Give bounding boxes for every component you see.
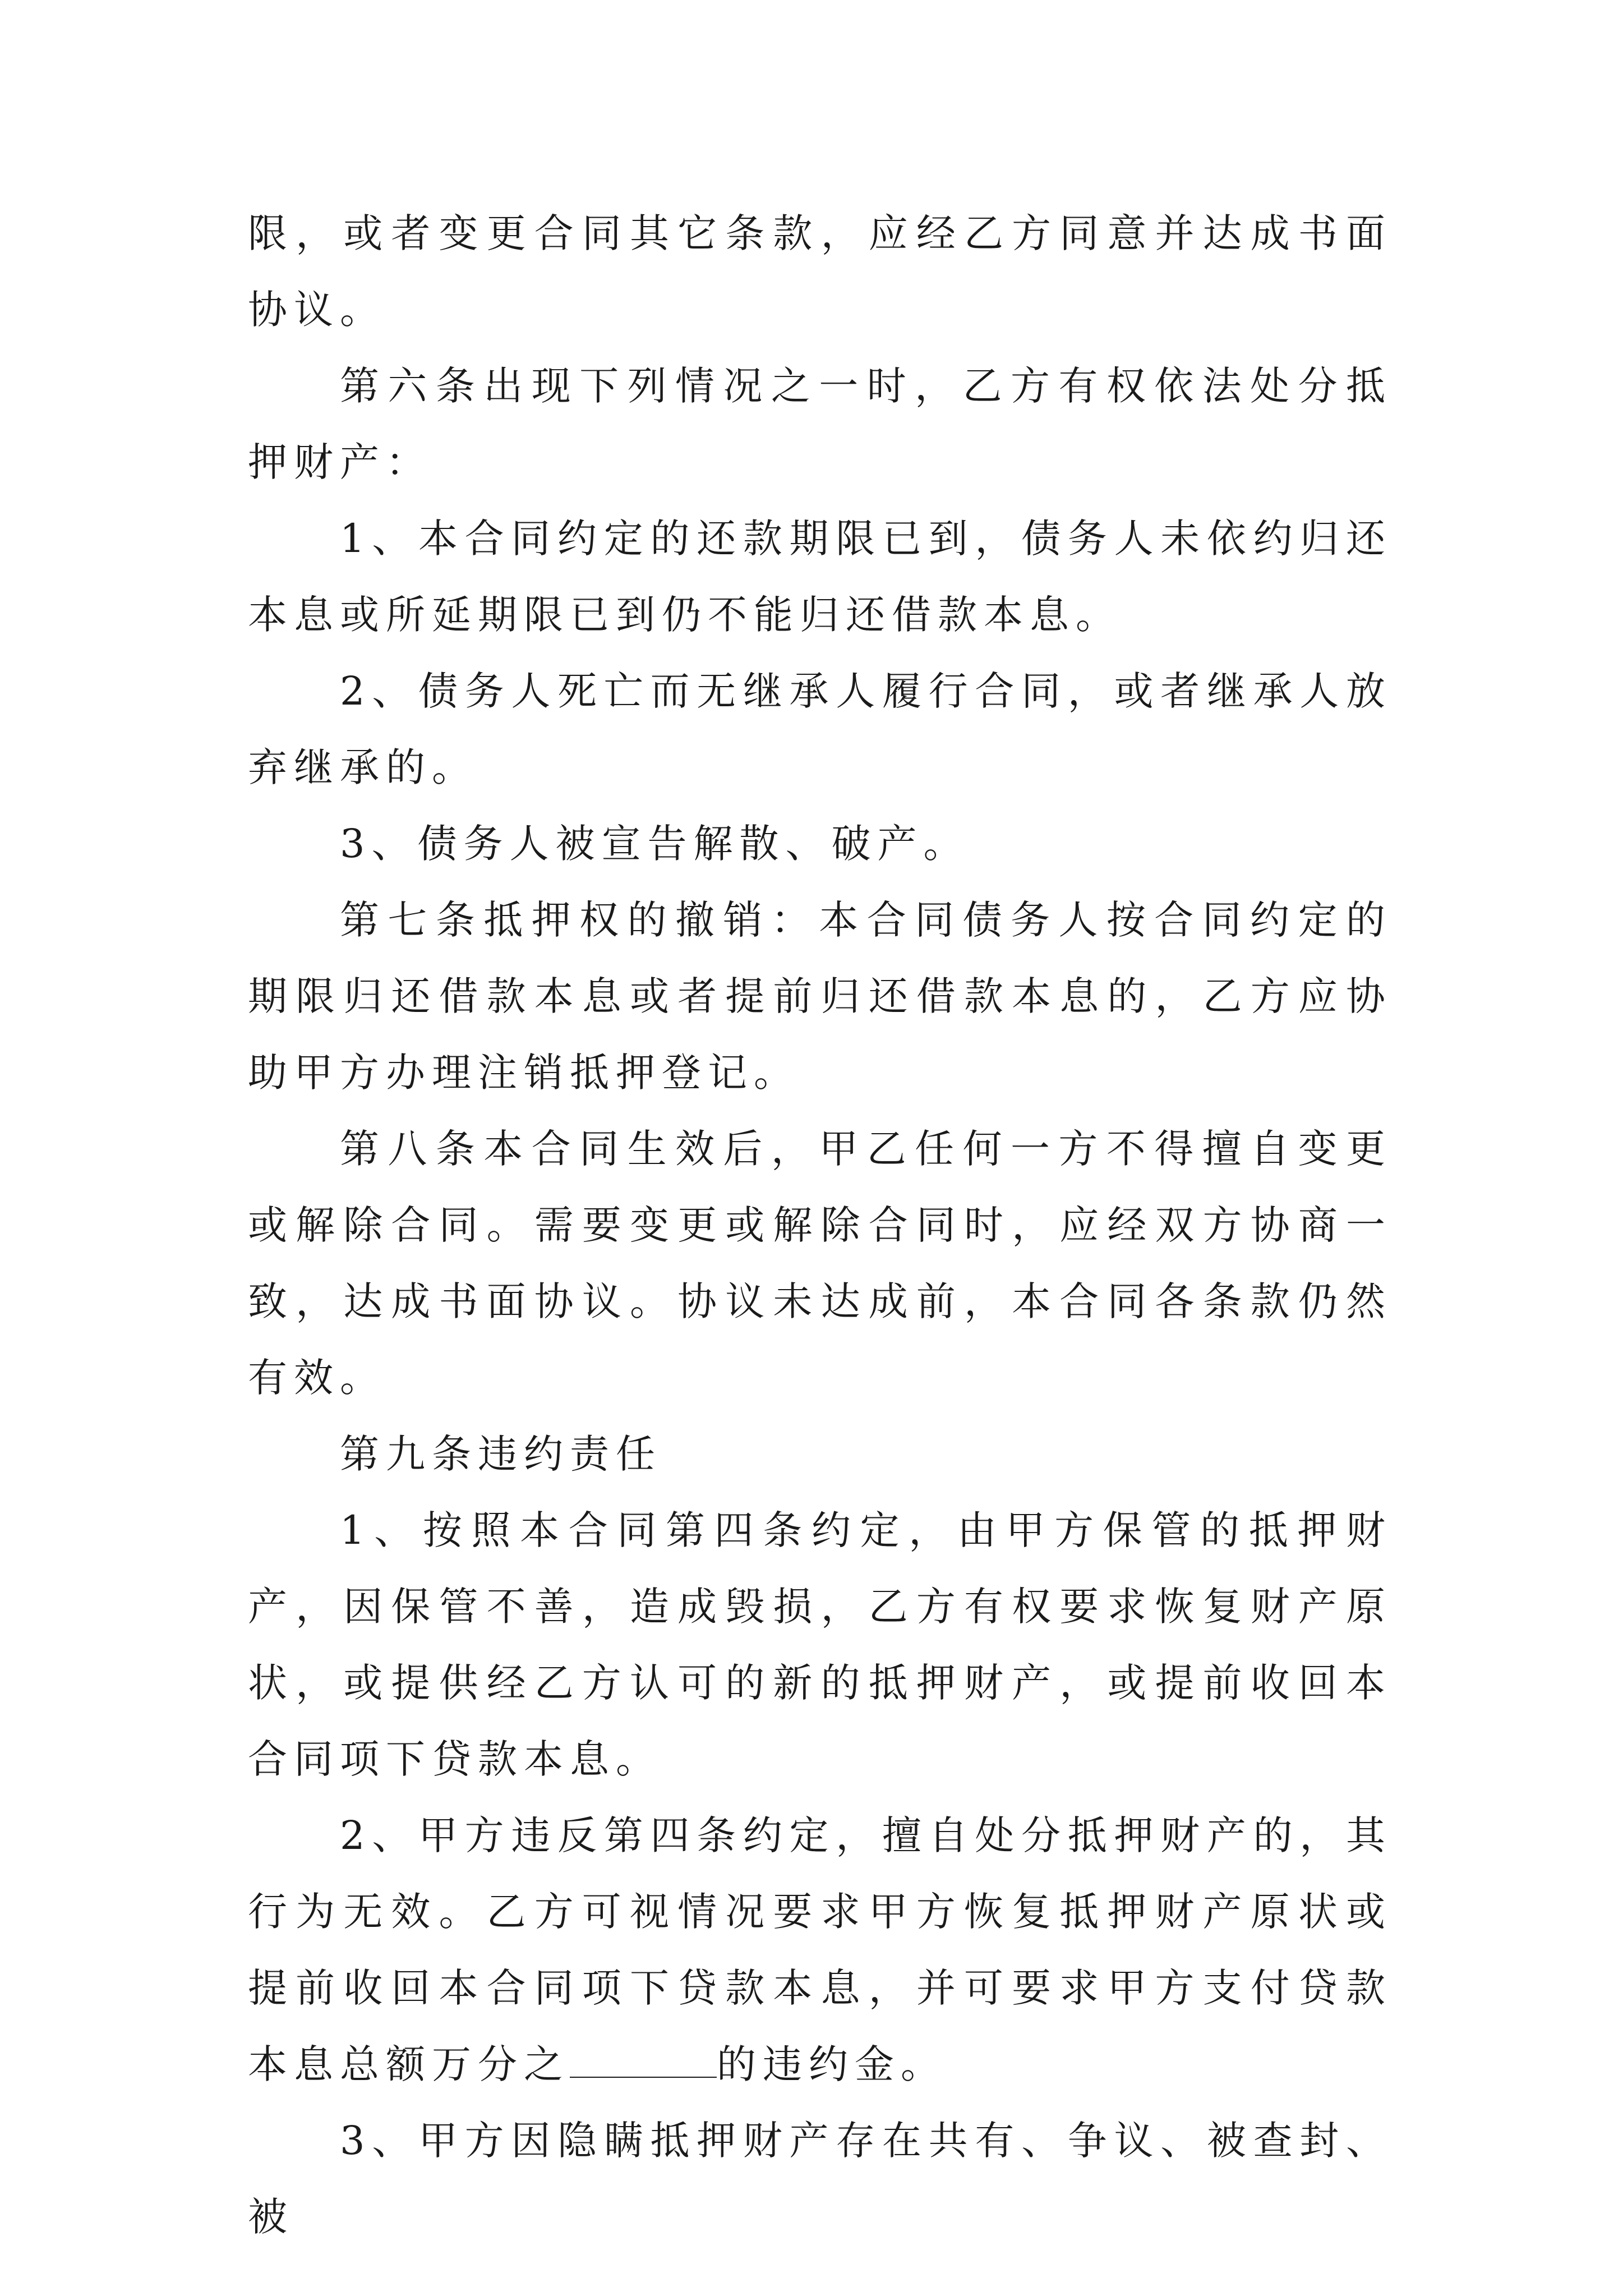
fill-in-blank-line [570, 2043, 717, 2078]
paragraph-article-9-item-3: 3、甲方因隐瞒抵押财产存在共有、争议、被查封、被 [248, 2118, 1392, 2240]
paragraph-continuation: 限，或者变更合同其它条款，应经乙方同意并达成书面协议。 [248, 210, 1392, 333]
paragraph-article-7: 第七条抵押权的撤销：本合同债务人按合同约定的期限归还借款本息或者提前归还借款本息的，乙方应协助甲方办理注销抵押登记。 [248, 897, 1392, 1096]
paragraph-article-9-item-2-tail: 的违约金。 [717, 2041, 947, 2087]
paragraph-article-9-item-2-text: 2、甲方违反第四条约定，擅自处分抵押财产的，其行为无效。乙方可视情况要求甲方恢复抵押财产原状或提前收回本合同项下贷款本息，并可要求甲方支付贷款本息总额万分之 [248, 1812, 1392, 2087]
paragraph-article-6-item-1: 1、本合同约定的还款期限已到，债务人未依约归还本息或所延期限已到仍不能归还借款本息。 [248, 516, 1392, 638]
paragraph-article-9: 第九条违约责任 [340, 1431, 662, 1477]
paragraph-article-6: 第六条出现下列情况之一时，乙方有权依法处分抵押财产： [248, 363, 1392, 485]
paragraph-article-8: 第八条本合同生效后，甲乙任何一方不得擅自变更或解除合同。需要变更或解除合同时，应经双方协商一致，达成书面协议。协议未达成前，本合同各条款仍然有效。 [248, 1126, 1392, 1401]
document-body [248, 195, 1392, 2255]
paragraph-article-9-item-2 [248, 1797, 1392, 2102]
paragraph-article-9-item-1: 1、按照本合同第四条约定，由甲方保管的抵押财产，因保管不善，造成毁损，乙方有权要求恢复财产原状，或提供经乙方认可的新的抵押财产，或提前收回本合同项下贷款本息。 [248, 1507, 1392, 1782]
paragraph-article-6-item-2: 2、债务人死亡而无继承人履行合同，或者继承人放弃继承的。 [248, 668, 1392, 790]
paragraph-article-6-item-3: 3、债务人被宣告解散、破产。 [340, 821, 970, 867]
